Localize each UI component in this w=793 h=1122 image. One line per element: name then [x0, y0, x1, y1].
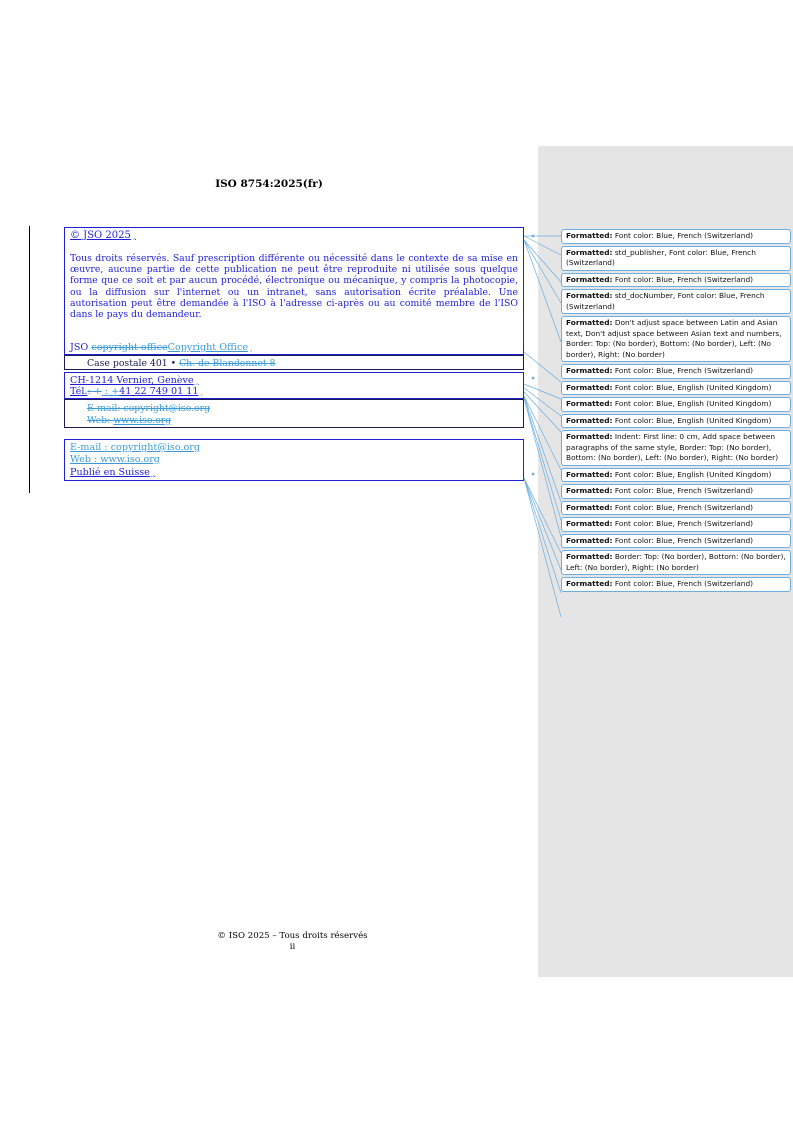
- comment-label: Formatted:: [566, 399, 613, 408]
- comment-label: Formatted:: [566, 231, 613, 240]
- comment-balloon[interactable]: [561, 534, 791, 549]
- comment-balloon[interactable]: [561, 273, 791, 288]
- comment-label: Formatted:: [566, 247, 613, 257]
- web-line[interactable]: Web : www.iso.org: [70, 454, 160, 465]
- deleted-email-line[interactable]: E-mail: copyright@iso.org: [87, 403, 211, 414]
- comment-list: [561, 229, 792, 594]
- copyright-line[interactable]: © JSO 2025¸: [70, 230, 136, 241]
- address-block[interactable]: [64, 355, 524, 370]
- comment-text: Font color: Blue, English (United Kingdom): [612, 399, 772, 408]
- comment-balloon[interactable]: [561, 517, 791, 532]
- comment-balloon[interactable]: [561, 501, 791, 516]
- comment-label: Formatted:: [566, 318, 613, 327]
- deleted-contact-block[interactable]: [64, 399, 524, 428]
- contact-block[interactable]: [64, 439, 524, 481]
- footer-copyright: © ISO 2025 – Tous droits réservés: [217, 931, 368, 941]
- comment-label: Formatted:: [566, 486, 613, 495]
- comment-balloon[interactable]: [561, 229, 791, 244]
- tel-line[interactable]: Tél.: + : +41 22 749 01 11¸: [70, 386, 204, 397]
- comment-text: Font color: Blue, English (United Kingdom): [612, 469, 772, 479]
- document-header-title: ISO 8754:2025(fr): [215, 178, 323, 190]
- page-footer: [0, 931, 585, 953]
- comment-balloon[interactable]: [561, 381, 791, 396]
- comment-balloon[interactable]: [561, 468, 791, 483]
- comment-balloon[interactable]: [561, 364, 791, 379]
- comment-text: Indent: First line: 0 cm, Add space between paragraphs of the same style, Border: Top: (No border), Bottom: (No border), Left: (No border), Right: (No border): [566, 432, 779, 462]
- comment-text: Font color: Blue, English (United Kingdom): [612, 382, 772, 392]
- comment-balloon[interactable]: [561, 430, 791, 466]
- comment-text: Font color: Blue, French (Switzerland): [612, 486, 754, 495]
- deleted-web-line[interactable]: Web: www.iso.org: [87, 415, 172, 426]
- publisher-line[interactable]: JSO copyright officeCopyright Office¸: [70, 342, 254, 353]
- comment-text: Font color: Blue, French (Switzerland): [612, 274, 754, 284]
- comment-text: Don't adjust space between Latin and Asian text, Don't adjust space between Asian text and numbers, Border: Top: (No border), Bottom: (No border), Left: (No border), Right: (No border): [566, 318, 782, 359]
- comment-label: Formatted:: [566, 502, 613, 512]
- comment-label: Formatted:: [566, 382, 613, 392]
- comment-balloon[interactable]: [561, 550, 791, 575]
- comment-label: Formatted:: [566, 579, 613, 588]
- comment-text: std_docNumber, Font color: Blue, French (Switzerland): [566, 291, 765, 311]
- comment-balloon[interactable]: [561, 577, 791, 592]
- comment-label: Formatted:: [566, 274, 613, 284]
- city-line[interactable]: CH-1214 Vernier, Genève¸: [70, 375, 199, 386]
- comment-label: Formatted:: [566, 432, 613, 441]
- comment-label: Formatted:: [566, 519, 613, 528]
- copyright-block[interactable]: [64, 227, 524, 355]
- city-tel-block[interactable]: [64, 372, 524, 399]
- comment-balloon[interactable]: [561, 484, 791, 499]
- comment-text: Font color: Blue, French (Switzerland): [612, 366, 754, 375]
- comment-label: Formatted:: [566, 366, 613, 375]
- comment-text: Font color: Blue, French (Switzerland): [612, 579, 754, 588]
- comment-label: Formatted:: [566, 552, 613, 561]
- rights-paragraph[interactable]: Tous droits réservés. Sauf prescription différente ou nécessité dans le contexte de sa mise en œuvre, aucune partie de cette publication ne peut être reproduite ni utilisée sous quelque forme que ce soit et par aucun procédé, électronique ou mécanique, y compris la photocopie, ou la diffusion sur l'internet ou un intranet, sans autorisation écrite préalable. Une autorisation peut être demandée à l'ISO à l'adresse ci-après ou au comité membre de l'ISO dans le pays du demandeur.: [70, 253, 518, 321]
- comment-balloon[interactable]: [561, 246, 791, 271]
- comment-balloon[interactable]: [561, 414, 791, 429]
- comment-balloon[interactable]: [561, 289, 791, 314]
- email-line[interactable]: E-mail : copyright@iso.org: [70, 442, 200, 453]
- comment-text: Font color: Blue, French (Switzerland): [612, 519, 754, 528]
- comment-label: Formatted:: [566, 535, 613, 545]
- comment-balloon[interactable]: [561, 397, 791, 412]
- published-line[interactable]: Publié en Suisse¸: [70, 467, 155, 478]
- comment-text: Border: Top: (No border), Bottom: (No border), Left: (No border), Right: (No border): [566, 552, 786, 572]
- comment-balloon[interactable]: [561, 316, 791, 362]
- comment-text: std_publisher, Font color: Blue, French (Switzerland): [566, 247, 756, 267]
- comment-text: Font color: Blue, French (Switzerland): [612, 231, 754, 240]
- comment-text: Font color: Blue, English (United Kingdom): [612, 415, 772, 425]
- comment-label: Formatted:: [566, 469, 613, 479]
- comment-text: Font color: Blue, French (Switzerland): [612, 535, 754, 545]
- comment-text: Font color: Blue, French (Switzerland): [612, 502, 754, 512]
- change-bar: [29, 226, 30, 493]
- comment-label: Formatted:: [566, 415, 613, 425]
- comment-label: Formatted:: [566, 291, 613, 300]
- page-number: ii: [289, 942, 296, 952]
- address-line[interactable]: Case postale 401 • Ch. de Blandonnet 8: [87, 358, 276, 369]
